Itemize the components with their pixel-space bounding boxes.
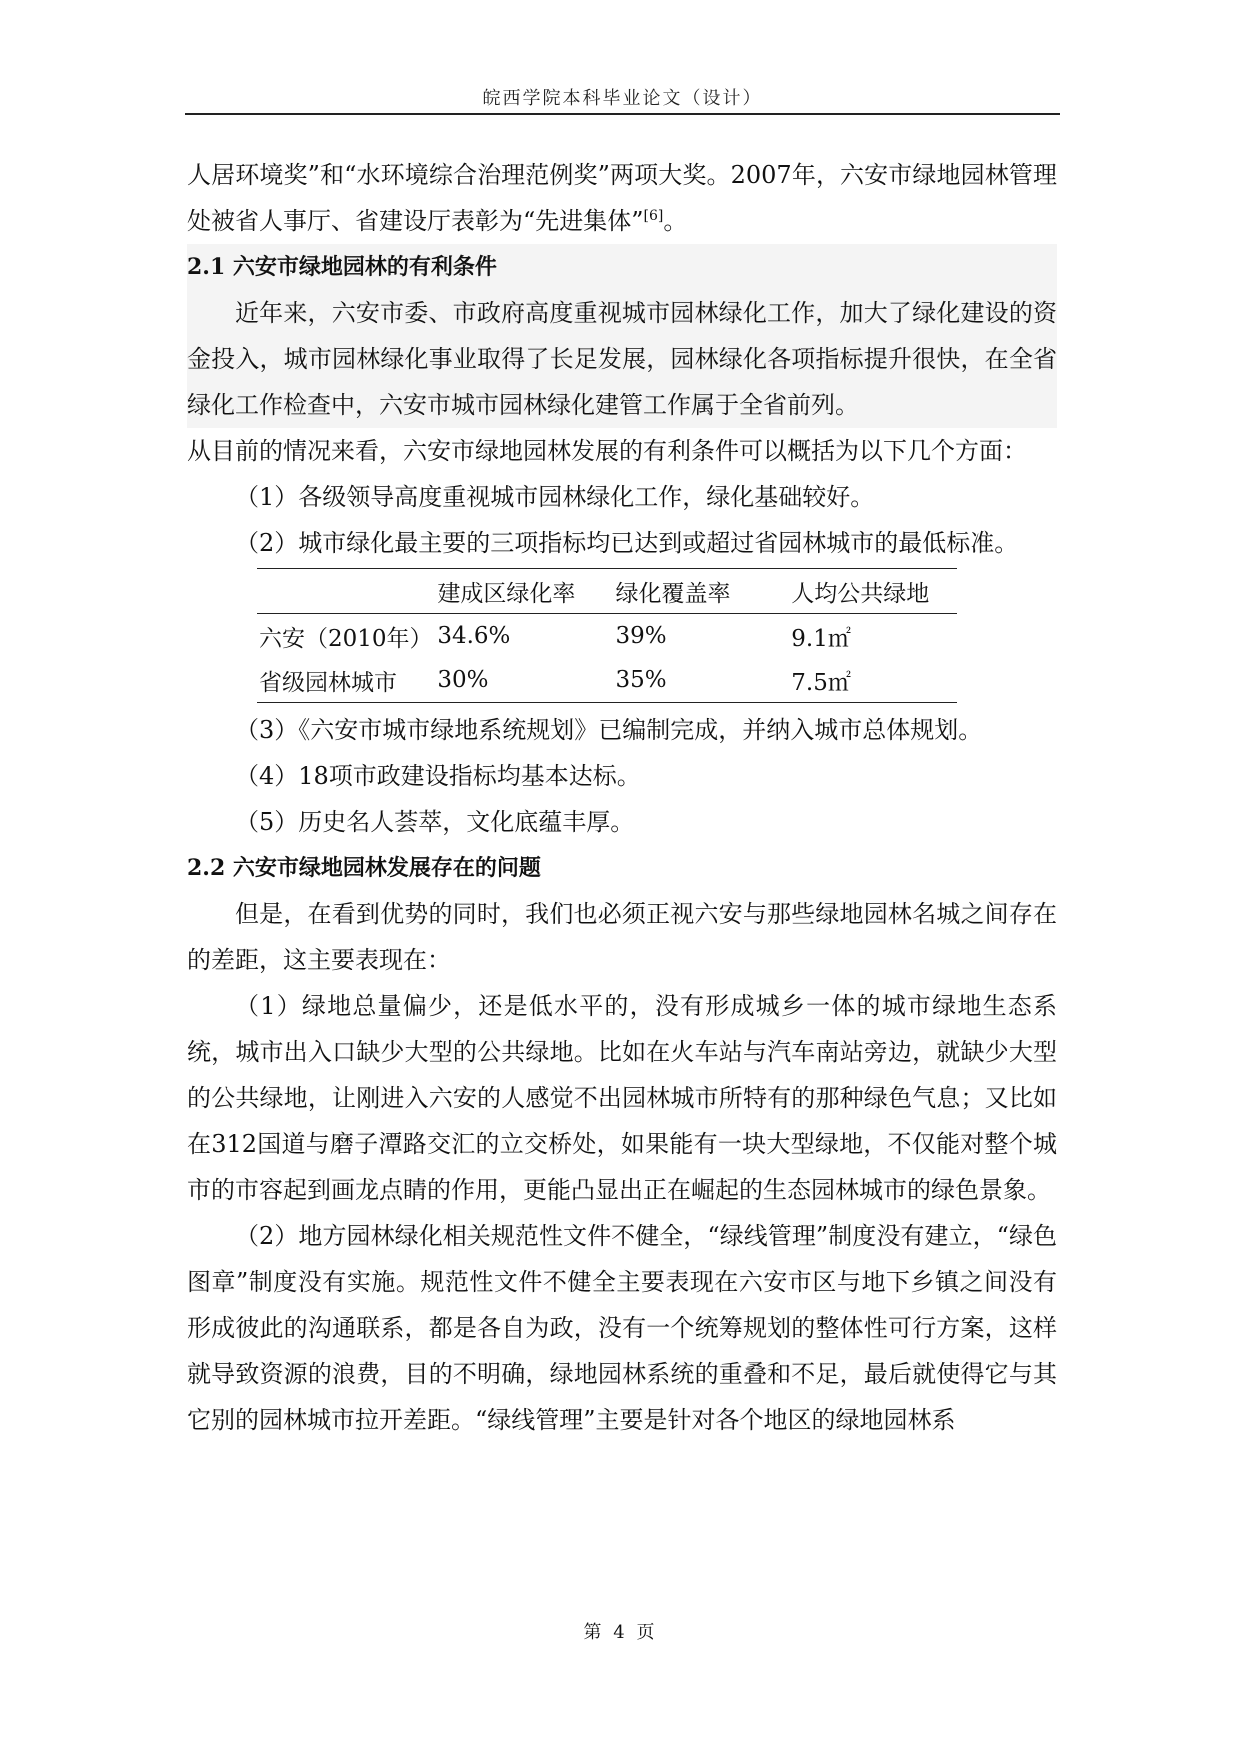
- section-heading-2-1: 2.1 六安市绿地园林的有利条件: [187, 254, 497, 280]
- page-header: 皖西学院本科毕业论文（设计）: [482, 88, 763, 109]
- paragraph-intro: 近年来，六安市委、市政府高度重视城市园林绿化工作，加大了绿化建设的资金投入，城市园林绿化事业取得了长足发展，园林绿化各项指标提升很快，在全省绿化工作检查中，六安市城市园林绿化建管工作属于全省前列。: [187, 299, 1057, 419]
- table-cell: 39%: [615, 623, 667, 649]
- indicator-table: [257, 568, 957, 703]
- paragraph-problem-2: （2）地方园林绿化相关规范性文件不健全，“绿线管理”制度没有建立，“绿色图章”制度没有实施。规范性文件不健全主要表现在六安市区与地下乡镇之间没有形成彼此的沟通联系，都是各自为政，没有一个统筹规划的整体性可行方案，这样就导致资源的浪费，目的不明确，绿地园林系统的重叠和不足，最后就使得它与其它别的园林城市拉开差距。“绿线管理”主要是针对各个地区的绿地园林系: [187, 1222, 1057, 1434]
- table-header-row: [257, 569, 957, 614]
- paragraph-continued: [187, 152, 1057, 244]
- paragraph-text-end: 。: [663, 207, 688, 235]
- table-cell: 7.5㎡: [791, 669, 851, 696]
- citation-ref: [6]: [643, 208, 664, 224]
- shaded-block: [187, 244, 1057, 428]
- table-row: [257, 614, 957, 659]
- list-item-2: （2）城市绿化最主要的三项指标均已达到或超过省园林城市的最低标准。: [235, 529, 1019, 557]
- list-item-3: （3）《六安市城市绿地系统规划》已编制完成，并纳入城市总体规划。: [235, 716, 983, 744]
- list-item-5: （5）历史名人荟萃，文化底蕴丰厚。: [235, 808, 635, 836]
- paragraph-summary: 从目前的情况来看，六安市绿地园林发展的有利条件可以概括为以下几个方面：: [187, 437, 1027, 465]
- table-cell: 35%: [615, 667, 667, 693]
- paragraph-text: 人居环境奖”和“水环境综合治理范例奖”两项大奖。2007年，六安市绿地园林管理处被省人事厅、省建设厅表彰为“先进集体”: [187, 161, 1057, 235]
- paragraph-problem-1: （1）绿地总量偏少，还是低水平的，没有形成城乡一体的城市绿地生态系统，城市出入口缺少大型的公共绿地。比如在火车站与汽车南站旁边，就缺少大型的公共绿地，让刚进入六安的人感觉不出园林城市所特有的那种绿色气息；又比如在312国道与磨子潭路交汇的立交桥处，如果能有一块大型绿地，不仅能对整个城市的市容起到画龙点睛的作用，更能凸显出正在崛起的生态园林城市的绿色景象。: [187, 992, 1057, 1204]
- document-body: [187, 152, 1057, 1443]
- section-heading-2-2: 2.2 六安市绿地园林发展存在的问题: [187, 855, 541, 881]
- header-rule: [185, 113, 1060, 115]
- table-header-cell: 人均公共绿地: [789, 569, 957, 614]
- table-cell: 30%: [437, 667, 489, 693]
- table-header-cell: 绿化覆盖率: [613, 569, 789, 614]
- list-item-1: （1）各级领导高度重视城市园林绿化工作，绿化基础较好。: [235, 483, 875, 511]
- list-item-4: （4）18项市政建设指标均基本达标。: [235, 762, 641, 790]
- table-cell: 34.6%: [437, 623, 511, 649]
- table-row: [257, 658, 957, 703]
- page-number: 第 4 页: [583, 1622, 658, 1643]
- table-cell: 六安（2010年）: [259, 625, 433, 652]
- paragraph-problems-intro: 但是，在看到优势的同时，我们也必须正视六安与那些绿地园林名城之间存在的差距，这主要表现在：: [187, 900, 1057, 974]
- table-cell: 9.1㎡: [791, 625, 851, 652]
- table-header-cell: [257, 569, 435, 614]
- table-header-cell: 建成区绿化率: [435, 569, 613, 614]
- table-cell: 省级园林城市: [259, 669, 397, 696]
